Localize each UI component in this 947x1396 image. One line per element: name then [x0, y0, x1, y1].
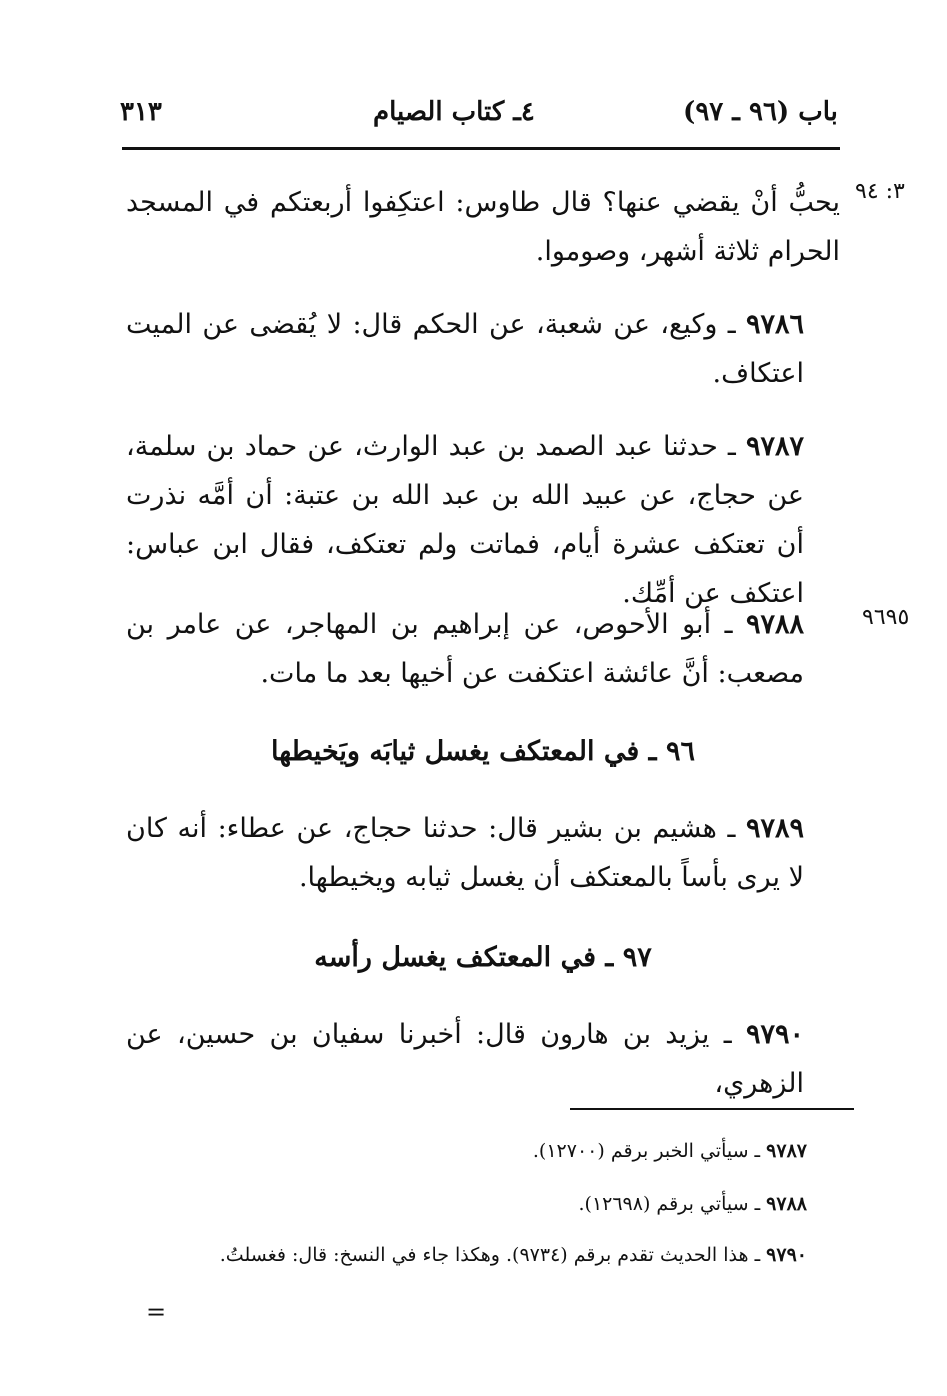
footnote-number: ٩٧٨٨	[766, 1193, 807, 1215]
hadith-9787	[126, 422, 840, 618]
paragraph-text: يحبُّ أنْ يقضي عنها؟ قال طاوس: اعتكِفوا أربعتكم في المسجد الحرام ثلاثة أشهر، وصوموا.	[126, 187, 840, 267]
paragraph-continuation	[126, 178, 840, 276]
hadith-number: ٩٧٨٨	[745, 609, 804, 640]
margin-reference: ٣: ٩٤	[855, 179, 905, 204]
footnote-number: ٩٧٩٠	[766, 1244, 807, 1266]
hadith-9786	[126, 300, 840, 398]
footnote	[533, 1136, 807, 1166]
book-title: ٤ـ كتاب الصيام	[373, 97, 535, 127]
footnote-text: ـ هذا الحديث تقدم برقم (٩٧٣٤). وهكذا جاء في النسخ: قال: فغسلتُ.	[219, 1244, 767, 1266]
chapter-heading-97: ٩٧ ـ في المعتكف يغسل رأسه	[314, 942, 652, 973]
hadith-number: ٩٧٩٠	[745, 1019, 804, 1050]
chapter-range: باب (٩٦ ـ ٩٧)	[683, 97, 838, 127]
header-rule	[122, 147, 840, 150]
footnote	[220, 1240, 807, 1270]
hadith-text: ـ وكيع، عن شعبة، عن الحكم قال: لا يُقضى عن الميت اعتكاف.	[126, 309, 804, 389]
hadith-number: ٩٧٨٩	[745, 813, 804, 844]
footnote	[578, 1189, 807, 1219]
hadith-9790	[126, 1010, 840, 1108]
footnote-rule	[570, 1108, 854, 1110]
chapter-heading-96: ٩٦ ـ في المعتكف يغسل ثيابَه ويَخيطها	[270, 736, 695, 767]
margin-reference: ٩٦٩٥	[862, 605, 910, 630]
hadith-9788	[126, 600, 840, 698]
page-number: ٣١٣	[120, 97, 162, 127]
hadith-number: ٩٧٨٧	[745, 431, 804, 462]
footnote-text: ـ سيأتي الخبر برقم (١٢٧٠٠).	[532, 1140, 767, 1162]
footnote-text: ـ سيأتي برقم (١٢٦٩٨).	[578, 1193, 767, 1215]
hadith-number: ٩٧٨٦	[745, 309, 804, 340]
hadith-text: ـ هشيم بن بشير قال: حدثنا حجاج، عن عطاء: أنه كان لا يرى بأساً بالمعتكف أن يغسل ثيابه ويخيطها.	[126, 813, 804, 893]
hadith-text: ـ أبو الأحوص، عن إبراهيم بن المهاجر، عن عامر بن مصعب: أنَّ عائشة اعتكفت عن أخيها بعد ما مات.	[126, 609, 804, 689]
hadith-9789	[126, 804, 840, 902]
continuation-mark: =	[146, 1298, 167, 1326]
hadith-text: ـ حدثنا عبد الصمد بن عبد الوارث، عن حماد بن سلمة، عن حجاج، عن عبيد الله بن عبد الله بن عتبة: أن أمَّه نذرت أن تعتكف عشرة أيام، فماتت ولم تعتكف، فقال ابن عباس: اعتكف عن أمِّك.	[126, 431, 804, 609]
footnote-number: ٩٧٨٧	[766, 1140, 807, 1162]
hadith-text: ـ يزيد بن هارون قال: أخبرنا سفيان بن حسين، عن الزهري،	[126, 1019, 804, 1099]
